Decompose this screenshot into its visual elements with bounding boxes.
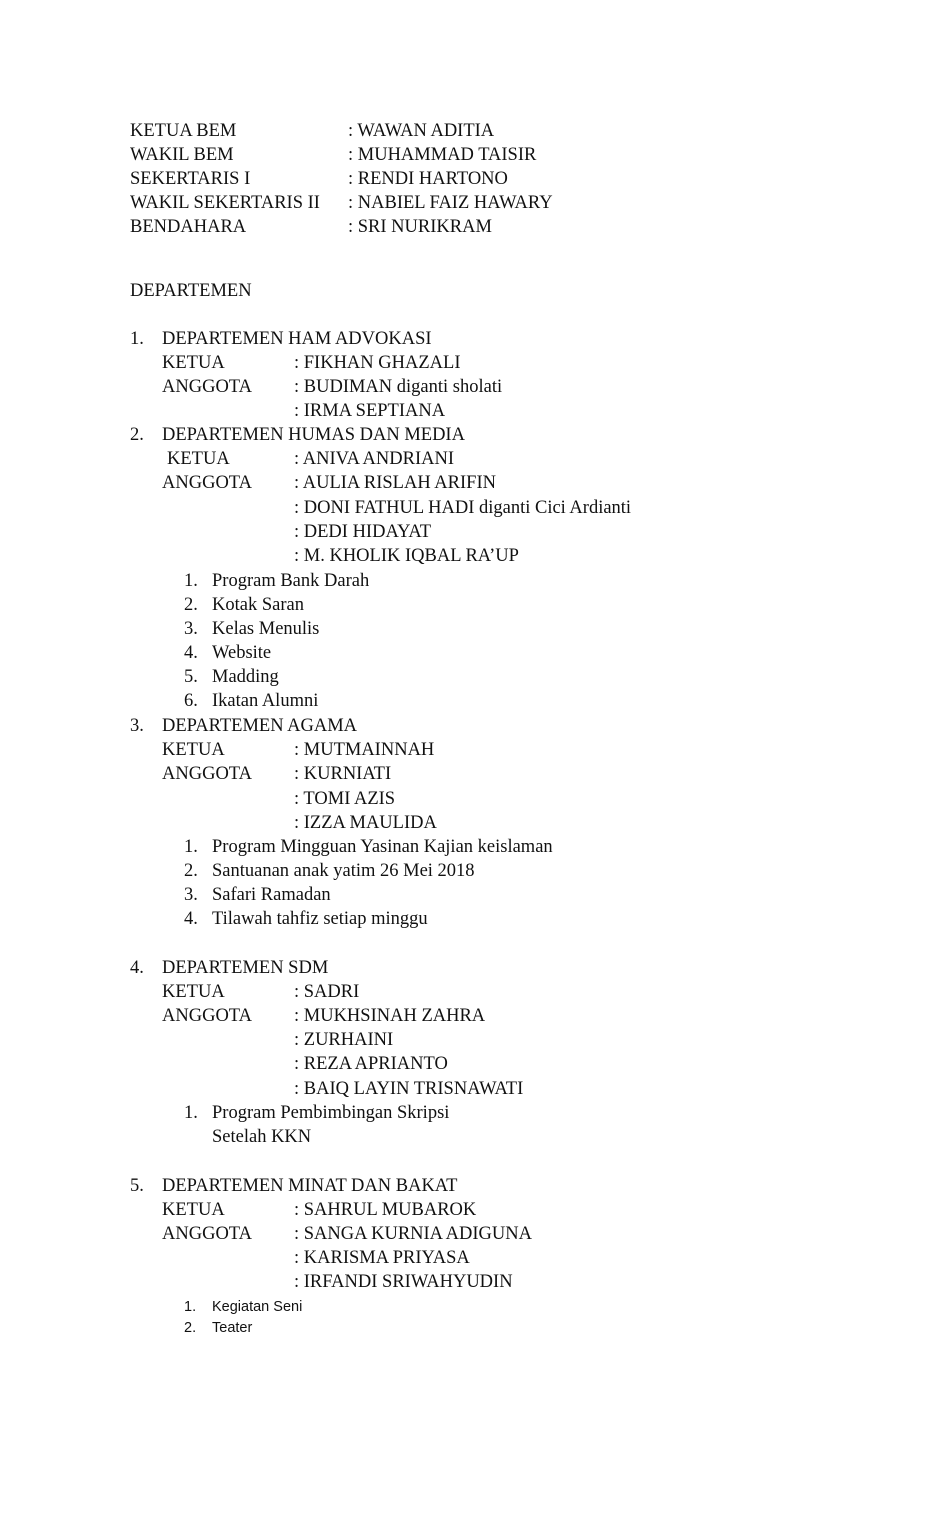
- department-title: DEPARTEMEN HUMAS DAN MEDIA: [162, 425, 465, 445]
- program-number: 3.: [184, 619, 198, 639]
- ketua-label: KETUA: [167, 449, 230, 469]
- department-title: DEPARTEMEN AGAMA: [162, 716, 358, 736]
- program-item-continuation: Setelah KKN: [212, 1127, 312, 1147]
- program-number: 1.: [184, 837, 198, 857]
- anggota-name: : KARISMA PRIYASA: [294, 1248, 470, 1268]
- officer-name: : RENDI HARTONO: [348, 169, 508, 189]
- anggota-name: : SANGA KURNIA ADIGUNA: [294, 1224, 532, 1244]
- program-item: Santuanan anak yatim 26 Mei 2018: [212, 861, 475, 881]
- anggota-name: : IZZA MAULIDA: [294, 813, 437, 833]
- department-title: DEPARTEMEN HAM ADVOKASI: [162, 329, 432, 349]
- program-item: Program Pembimbingan Skripsi: [212, 1103, 450, 1123]
- officer-name: : MUHAMMAD TAISIR: [348, 145, 537, 165]
- officer-name: : SRI NURIKRAM: [348, 217, 492, 237]
- ketua-name: : ANIVA ANDRIANI: [294, 449, 455, 469]
- anggota-name: : DEDI HIDAYAT: [294, 522, 432, 542]
- program-number: 5.: [184, 667, 198, 687]
- department-title: DEPARTEMEN MINAT DAN BAKAT: [162, 1176, 458, 1196]
- anggota-name: : DONI FATHUL HADI diganti Cici Ardianti: [294, 498, 632, 518]
- anggota-label: ANGGOTA: [162, 377, 252, 397]
- program-number: 2.: [184, 595, 198, 615]
- department-number: 5.: [130, 1176, 144, 1196]
- program-number: 1.: [184, 1103, 198, 1123]
- officer-role: KETUA BEM: [130, 121, 237, 141]
- program-item: Safari Ramadan: [212, 885, 331, 905]
- program-item: Kelas Menulis: [212, 619, 320, 639]
- program-number: 4.: [184, 643, 198, 663]
- program-item: Tilawah tahfiz setiap minggu: [212, 909, 428, 929]
- program-number: 2.: [184, 1320, 197, 1336]
- program-number: 4.: [184, 909, 198, 929]
- anggota-name: : BUDIMAN diganti sholati: [294, 377, 503, 397]
- program-item: Website: [212, 643, 272, 663]
- program-item: Kegiatan Seni: [212, 1299, 303, 1315]
- anggota-label: ANGGOTA: [162, 1006, 252, 1026]
- department-title: DEPARTEMEN SDM: [162, 958, 329, 978]
- department-number: 3.: [130, 716, 144, 736]
- officer-name: : WAWAN ADITIA: [348, 121, 495, 141]
- ketua-label: KETUA: [162, 982, 225, 1002]
- anggota-name: : KURNIATI: [294, 764, 392, 784]
- program-item: Ikatan Alumni: [212, 691, 319, 711]
- anggota-label: ANGGOTA: [162, 1224, 252, 1244]
- program-item: Program Mingguan Yasinan Kajian keislaman: [212, 837, 553, 857]
- ketua-name: : SADRI: [294, 982, 360, 1002]
- anggota-name: : M. KHOLIK IQBAL RA’UP: [294, 546, 519, 566]
- department-number: 1.: [130, 329, 144, 349]
- anggota-name: : AULIA RISLAH ARIFIN: [294, 473, 496, 493]
- program-item: Program Bank Darah: [212, 571, 370, 591]
- program-number: 1.: [184, 571, 198, 591]
- anggota-name: : REZA APRIANTO: [294, 1054, 448, 1074]
- officer-role: SEKERTARIS I: [130, 169, 251, 189]
- officer-role: WAKIL BEM: [130, 145, 234, 165]
- ketua-name: : FIKHAN GHAZALI: [294, 353, 461, 373]
- department-number: 2.: [130, 425, 144, 445]
- department-number: 4.: [130, 958, 144, 978]
- program-number: 3.: [184, 885, 198, 905]
- officer-role: BENDAHARA: [130, 217, 247, 237]
- ketua-name: : MUTMAINNAH: [294, 740, 435, 760]
- ketua-label: KETUA: [162, 740, 225, 760]
- ketua-label: KETUA: [162, 1200, 225, 1220]
- anggota-name: : MUKHSINAH ZAHRA: [294, 1006, 486, 1026]
- program-number: 2.: [184, 861, 198, 881]
- program-number: 6.: [184, 691, 198, 711]
- anggota-label: ANGGOTA: [162, 473, 252, 493]
- program-item: Kotak Saran: [212, 595, 304, 615]
- anggota-label: ANGGOTA: [162, 764, 252, 784]
- ketua-name: : SAHRUL MUBAROK: [294, 1200, 477, 1220]
- anggota-name: : ZURHAINI: [294, 1030, 394, 1050]
- anggota-name: : IRFANDI SRIWAHYUDIN: [294, 1272, 513, 1292]
- program-item: Teater: [212, 1320, 253, 1336]
- anggota-name: : TOMI AZIS: [294, 789, 396, 809]
- anggota-name: : BAIQ LAYIN TRISNAWATI: [294, 1079, 524, 1099]
- program-number: 1.: [184, 1299, 197, 1315]
- anggota-name: : IRMA SEPTIANA: [294, 401, 446, 421]
- section-title: DEPARTEMEN: [130, 281, 252, 301]
- program-item: Madding: [212, 667, 279, 687]
- ketua-label: KETUA: [162, 353, 225, 373]
- officer-role: WAKIL SEKERTARIS II: [130, 193, 320, 213]
- officer-name: : NABIEL FAIZ HAWARY: [348, 193, 553, 213]
